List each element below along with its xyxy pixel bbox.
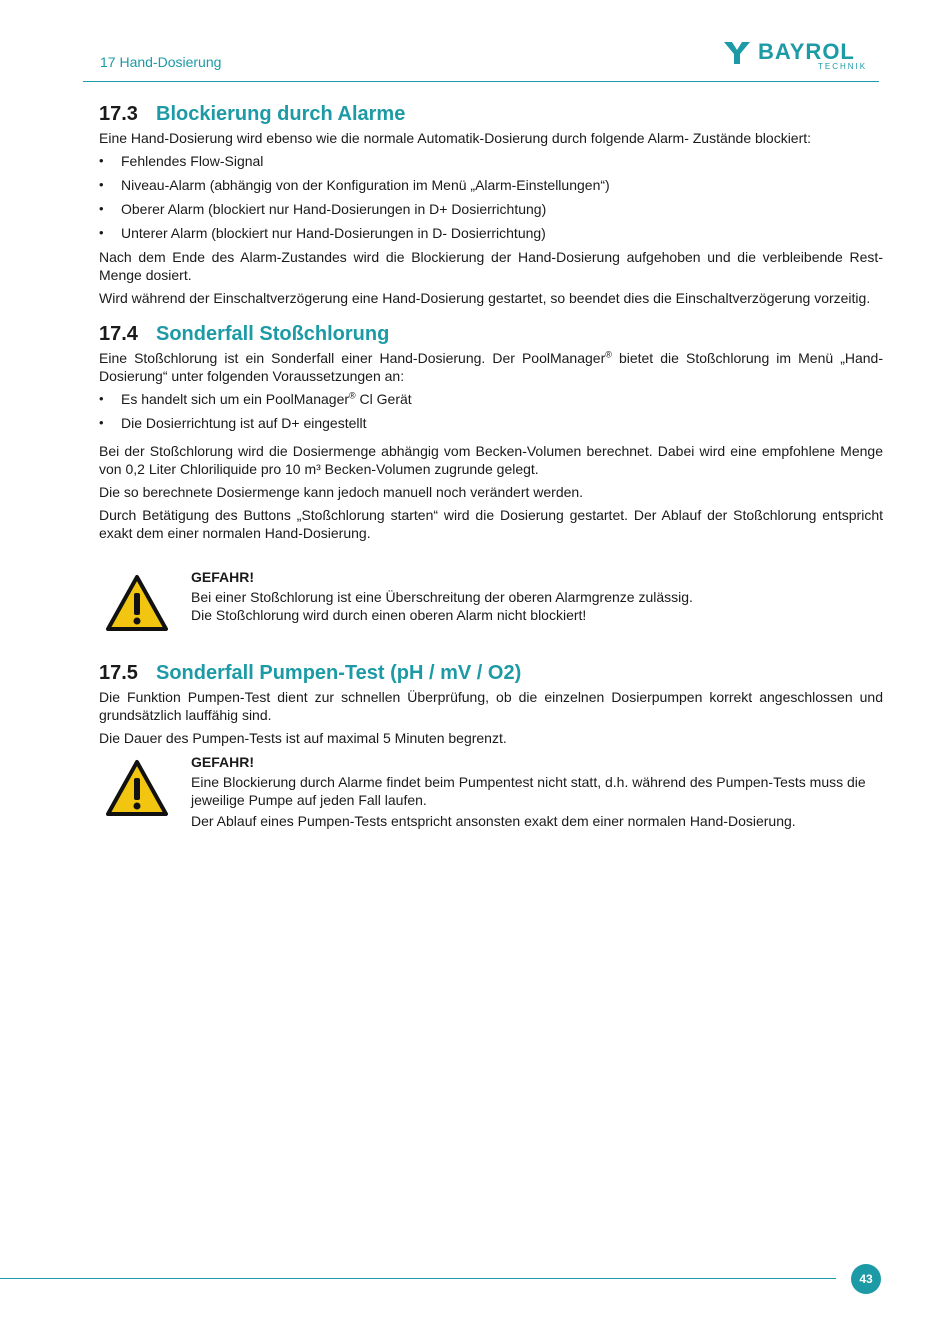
logo-sub: TECHNIK <box>818 62 868 71</box>
section-17-3-heading <box>99 101 883 127</box>
header-divider <box>83 81 879 82</box>
list-item: • Fehlendes Flow-Signal <box>99 152 883 170</box>
logo-word: BAYROL <box>758 39 855 64</box>
page-content <box>99 101 883 840</box>
warning-text: Bei einer Stoßchlorung ist eine Überschreitung der oberen Alarmgrenze zulässig. <box>191 589 693 605</box>
paragraph: Die Dauer des Pumpen-Tests ist auf maximal 5 Minuten begrenzt. <box>99 730 507 746</box>
section-17-4-heading <box>99 321 883 347</box>
prerequisite-list <box>99 390 883 432</box>
list-item: • Es handelt sich um ein PoolManager® Cl Gerät <box>99 390 883 408</box>
warning-label: GEFAHR! <box>191 569 254 585</box>
paragraph: Eine Stoßchlorung ist ein Sonderfall einer Hand-Dosierung. Der PoolManager® bietet die Stoßchlorung im Menü „Hand-Dosierung“ unter folgenden Voraussetzungen an: <box>99 349 883 384</box>
footer-divider <box>0 1278 836 1279</box>
page-number-badge: 43 <box>851 1264 881 1294</box>
paragraph: Eine Hand-Dosierung wird ebenso wie die normale Automatik-Dosierung durch folgende Alarm- Zustände blockiert: <box>99 130 812 146</box>
paragraph: Die so berechnete Dosiermenge kann jedoch manuell noch verändert werden. <box>99 484 584 500</box>
danger-notice <box>99 568 883 636</box>
list-item: • Die Dosierrichtung ist auf D+ eingestellt <box>99 414 883 432</box>
paragraph: Durch Betätigung des Buttons „Stoßchlorung starten“ wird die Dosierung gestartet. Der Ablauf der Stoßchlorung entspricht exakt dem einer normalen Hand-Dosierung. <box>99 507 883 541</box>
chapter-header: 17 Hand-Dosierung <box>100 54 222 70</box>
paragraph: Bei der Stoßchlorung wird die Dosiermenge abhängig vom Becken-Volumen berechnet. Dabei wird eine empfohlene Menge von 0,2 Liter Chloriliquide pro 10 m³ Becken-Volumen zugrunde gelegt. <box>99 443 883 477</box>
warning-text: Eine Blockierung durch Alarme findet beim Pumpentest nicht statt, d.h. während des Pumpen-Tests muss die jeweilige Pumpe auf jeden Fall laufen. <box>191 774 866 808</box>
section-title: Blockierung durch Alarme <box>156 103 406 125</box>
list-item: • Unterer Alarm (blockiert nur Hand-Dosierungen in D- Dosierrichtung) <box>99 224 883 242</box>
paragraph: Wird während der Einschaltverzögerung eine Hand-Dosierung gestartet, so beendet dies die Einschaltverzögerung vorzeitig. <box>99 290 871 306</box>
danger-notice <box>99 753 883 830</box>
list-item: • Niveau-Alarm (abhängig von der Konfiguration im Menü „Alarm-Einstellungen“) <box>99 176 883 194</box>
section-number: 17.5 <box>99 662 138 684</box>
section-17-5-heading <box>99 660 883 686</box>
section-number: 17.4 <box>99 323 138 345</box>
alarm-list <box>99 152 883 242</box>
paragraph: Nach dem Ende des Alarm-Zustandes wird die Blockierung der Hand-Dosierung aufgehoben und die verbleibende Rest-Menge dosiert. <box>99 249 883 283</box>
warning-triangle-icon <box>99 568 175 636</box>
warning-label: GEFAHR! <box>191 754 254 770</box>
section-title: Sonderfall Stoßchlorung <box>156 323 390 345</box>
section-title: Sonderfall Pumpen-Test (pH / mV / O2) <box>156 662 522 684</box>
bayrol-logo-icon <box>724 42 750 64</box>
warning-text: Die Stoßchlorung wird durch einen oberen Alarm nicht blockiert! <box>191 607 587 623</box>
paragraph: Die Funktion Pumpen-Test dient zur schnellen Überprüfung, ob die einzelnen Dosierpumpen korrekt angeschlossen und grundsätzlich lauffähig sind. <box>99 689 883 723</box>
warning-text: Der Ablauf eines Pumpen-Tests entspricht ansonsten exakt dem einer normalen Hand-Dosierung. <box>191 813 796 829</box>
bayrol-logo <box>724 40 876 74</box>
warning-triangle-icon <box>99 753 175 830</box>
list-item: • Oberer Alarm (blockiert nur Hand-Dosierungen in D+ Dosierrichtung) <box>99 200 883 218</box>
section-number: 17.3 <box>99 103 138 125</box>
